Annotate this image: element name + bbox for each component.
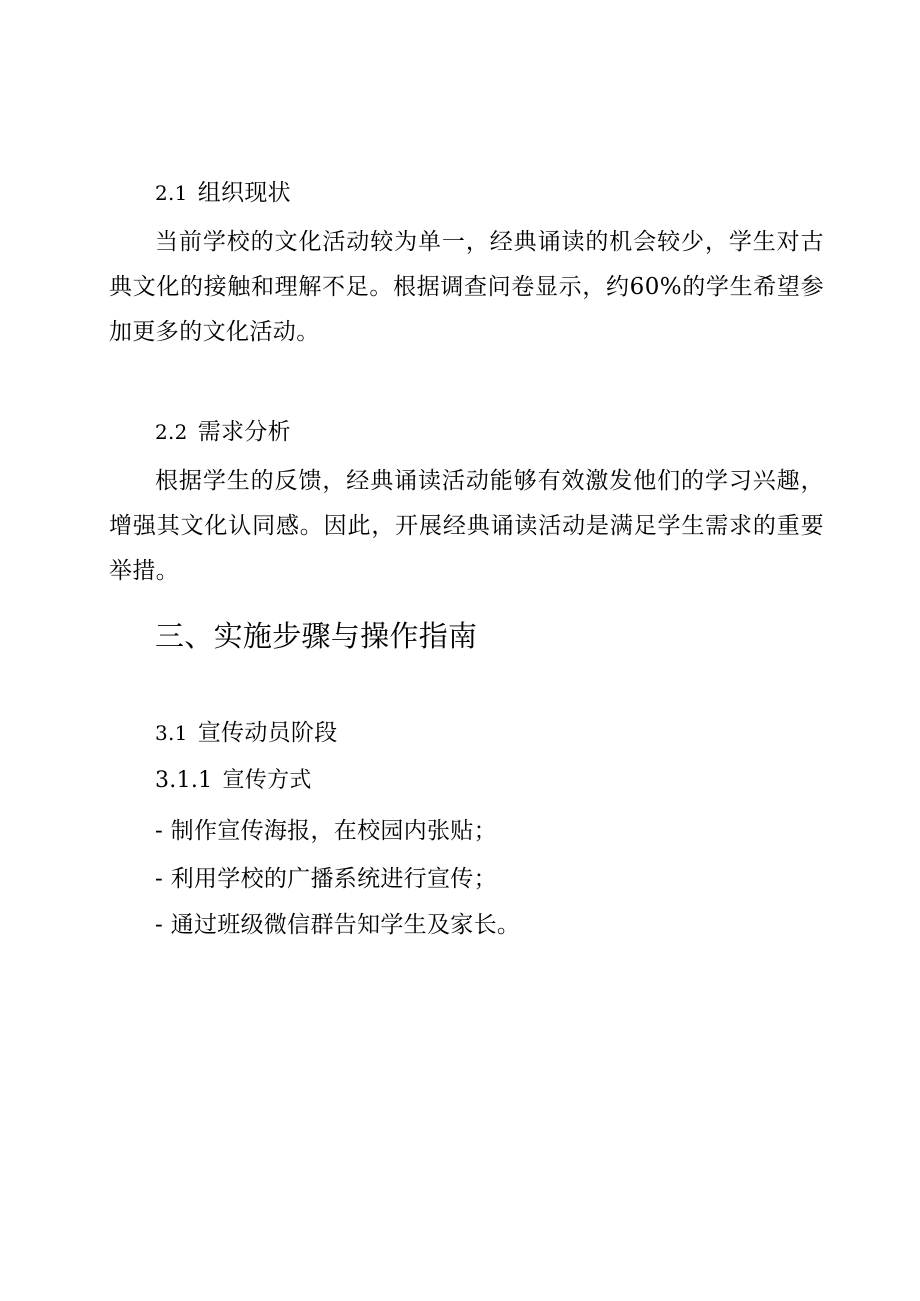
list-item: - 利用学校的广播系统进行宣传； <box>155 866 497 892</box>
section-number: 2.1 <box>155 181 188 205</box>
list-item: - 制作宣传海报，在校园内张贴； <box>155 818 497 844</box>
subsection-heading-3-1-1 <box>155 766 825 796</box>
subsection-title: 宣传方式 <box>222 768 312 793</box>
section-heading-2-2 <box>155 417 825 447</box>
list-item: - 通过班级微信群告知学生及家长。 <box>155 912 521 938</box>
chapter-heading-3: 三、实施步骤与操作指南 <box>155 619 478 653</box>
section-2-2-paragraph: 根据学生的反馈，经典诵读活动能够有效激发他们的学习兴趣，增强其文化认同感。因此，开展经典诵读活动是满足学生需求的重要举措。 <box>109 468 824 584</box>
section-2-1-paragraph: 当前学校的文化活动较为单一，经典诵读的机会较少，学生对古典文化的接触和理解不足。根据调查问卷显示，约60%的学生希望参加更多的文化活动。 <box>109 229 824 345</box>
section-heading-3-1 <box>155 718 825 748</box>
section-number: 2.2 <box>155 420 188 444</box>
section-title: 宣传动员阶段 <box>197 720 338 746</box>
section-number: 3.1 <box>155 721 188 745</box>
section-title: 组织现状 <box>197 180 291 206</box>
section-title: 需求分析 <box>197 419 291 445</box>
section-heading-2-1 <box>155 178 825 208</box>
subsection-number: 3.1.1 <box>155 768 213 793</box>
